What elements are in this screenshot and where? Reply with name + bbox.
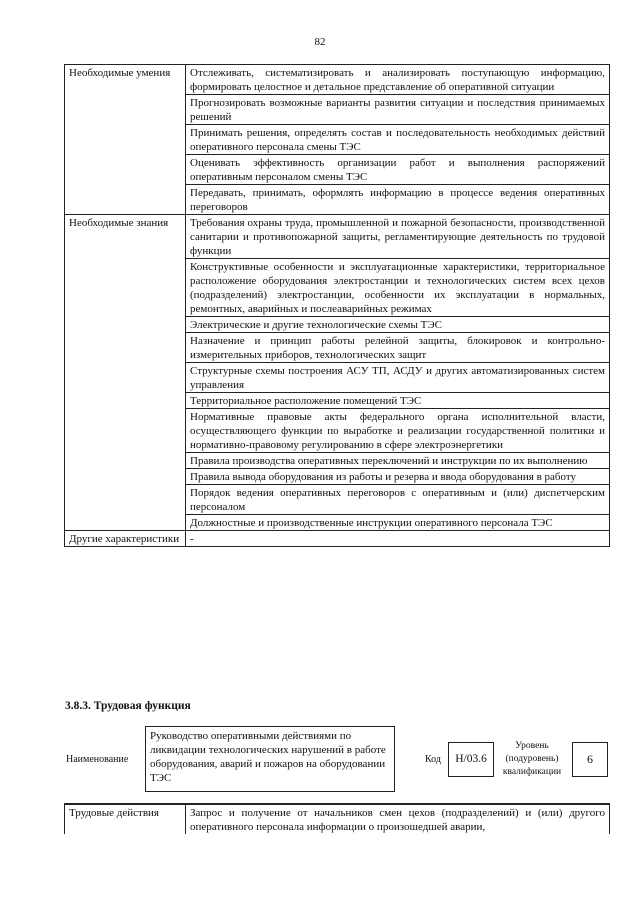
skill-item: Отслеживать, систематизировать и анализировать поступающую информацию, формировать целостное и детальное представление об оперативной ситуации (186, 65, 610, 95)
requirements-table (64, 64, 610, 547)
skills-label: Необходимые умения (65, 65, 186, 215)
other-label: Другие характеристики (65, 531, 186, 547)
table-row (65, 531, 610, 547)
code-box: Н/03.6 (448, 742, 494, 777)
level-box: 6 (572, 742, 608, 777)
name-label: Наименование (66, 754, 129, 765)
knowledge-item: Территориальное расположение помещений ТЭС (186, 393, 610, 409)
table-row (65, 215, 610, 259)
level-label: Уровень (подуровень) квалификации (502, 741, 562, 777)
knowledge-item: Правила вывода оборудования из работы и резерва и ввода оборудования в работу (186, 469, 610, 485)
table-row (65, 804, 610, 834)
table-row (65, 65, 610, 95)
knowledge-item: Нормативные правовые акты федерального органа исполнительной власти, осуществляющего функции по выработке и реализации государственной политики и нормативно-правовому регулированию в сфере электроэнергетики (186, 409, 610, 453)
page-number: 82 (314, 36, 326, 48)
skill-item: Оценивать эффективность организации работ и выполнения распоряжений оперативным персоналом смены ТЭС (186, 155, 610, 185)
knowledge-item: Конструктивные особенности и эксплуатационные характеристики, территориальное расположение оборудования электростанции и технологических систем всех цехов (подразделений) электростанции, особенности их эксплуатации в нормальных, ремонтных, аварийных и послеаварийных режимах (186, 259, 610, 317)
section-heading: 3.8.3. Трудовая функция (65, 700, 191, 712)
function-name-box: Руководство оперативными действиями по ликвидации технологических нарушений в работе оборудования, аварий и пожаров на оборудовании ТЭС (145, 726, 395, 792)
action-item: Запрос и получение от начальников смен цехов (подразделений) и (или) другого оперативного персонала информации о произошедшей аварии, (186, 804, 610, 834)
skill-item: Прогнозировать возможные варианты развития ситуации и последствия принимаемых решений (186, 95, 610, 125)
knowledge-item: Назначение и принцип работы релейной защиты, блокировок и контрольно-измерительных приборов, технологических защит (186, 333, 610, 363)
knowledge-item: Структурные схемы построения АСУ ТП, АСДУ и других автоматизированных систем управления (186, 363, 610, 393)
other-value: - (186, 531, 610, 547)
skill-item: Принимать решения, определять состав и последовательность необходимых действий оперативного персонала смены ТЭС (186, 125, 610, 155)
actions-table (64, 803, 610, 834)
knowledge-item: Порядок ведения оперативных переговоров с оперативным и (или) диспетчерским персоналом (186, 485, 610, 515)
knowledge-label: Необходимые знания (65, 215, 186, 531)
code-label: Код (425, 754, 441, 765)
knowledge-item: Правила производства оперативных переключений и инструкции по их выполнению (186, 453, 610, 469)
knowledge-item: Требования охраны труда, промышленной и пожарной безопасности, производственной санитарии и противопожарной защиты, регламентирующие деятельность по трудовой функции (186, 215, 610, 259)
knowledge-item: Электрические и другие технологические схемы ТЭС (186, 317, 610, 333)
actions-label: Трудовые действия (65, 804, 186, 834)
knowledge-item: Должностные и производственные инструкции оперативного персонала ТЭС (186, 515, 610, 531)
skill-item: Передавать, принимать, оформлять информацию в процессе ведения оперативных переговоров (186, 185, 610, 215)
